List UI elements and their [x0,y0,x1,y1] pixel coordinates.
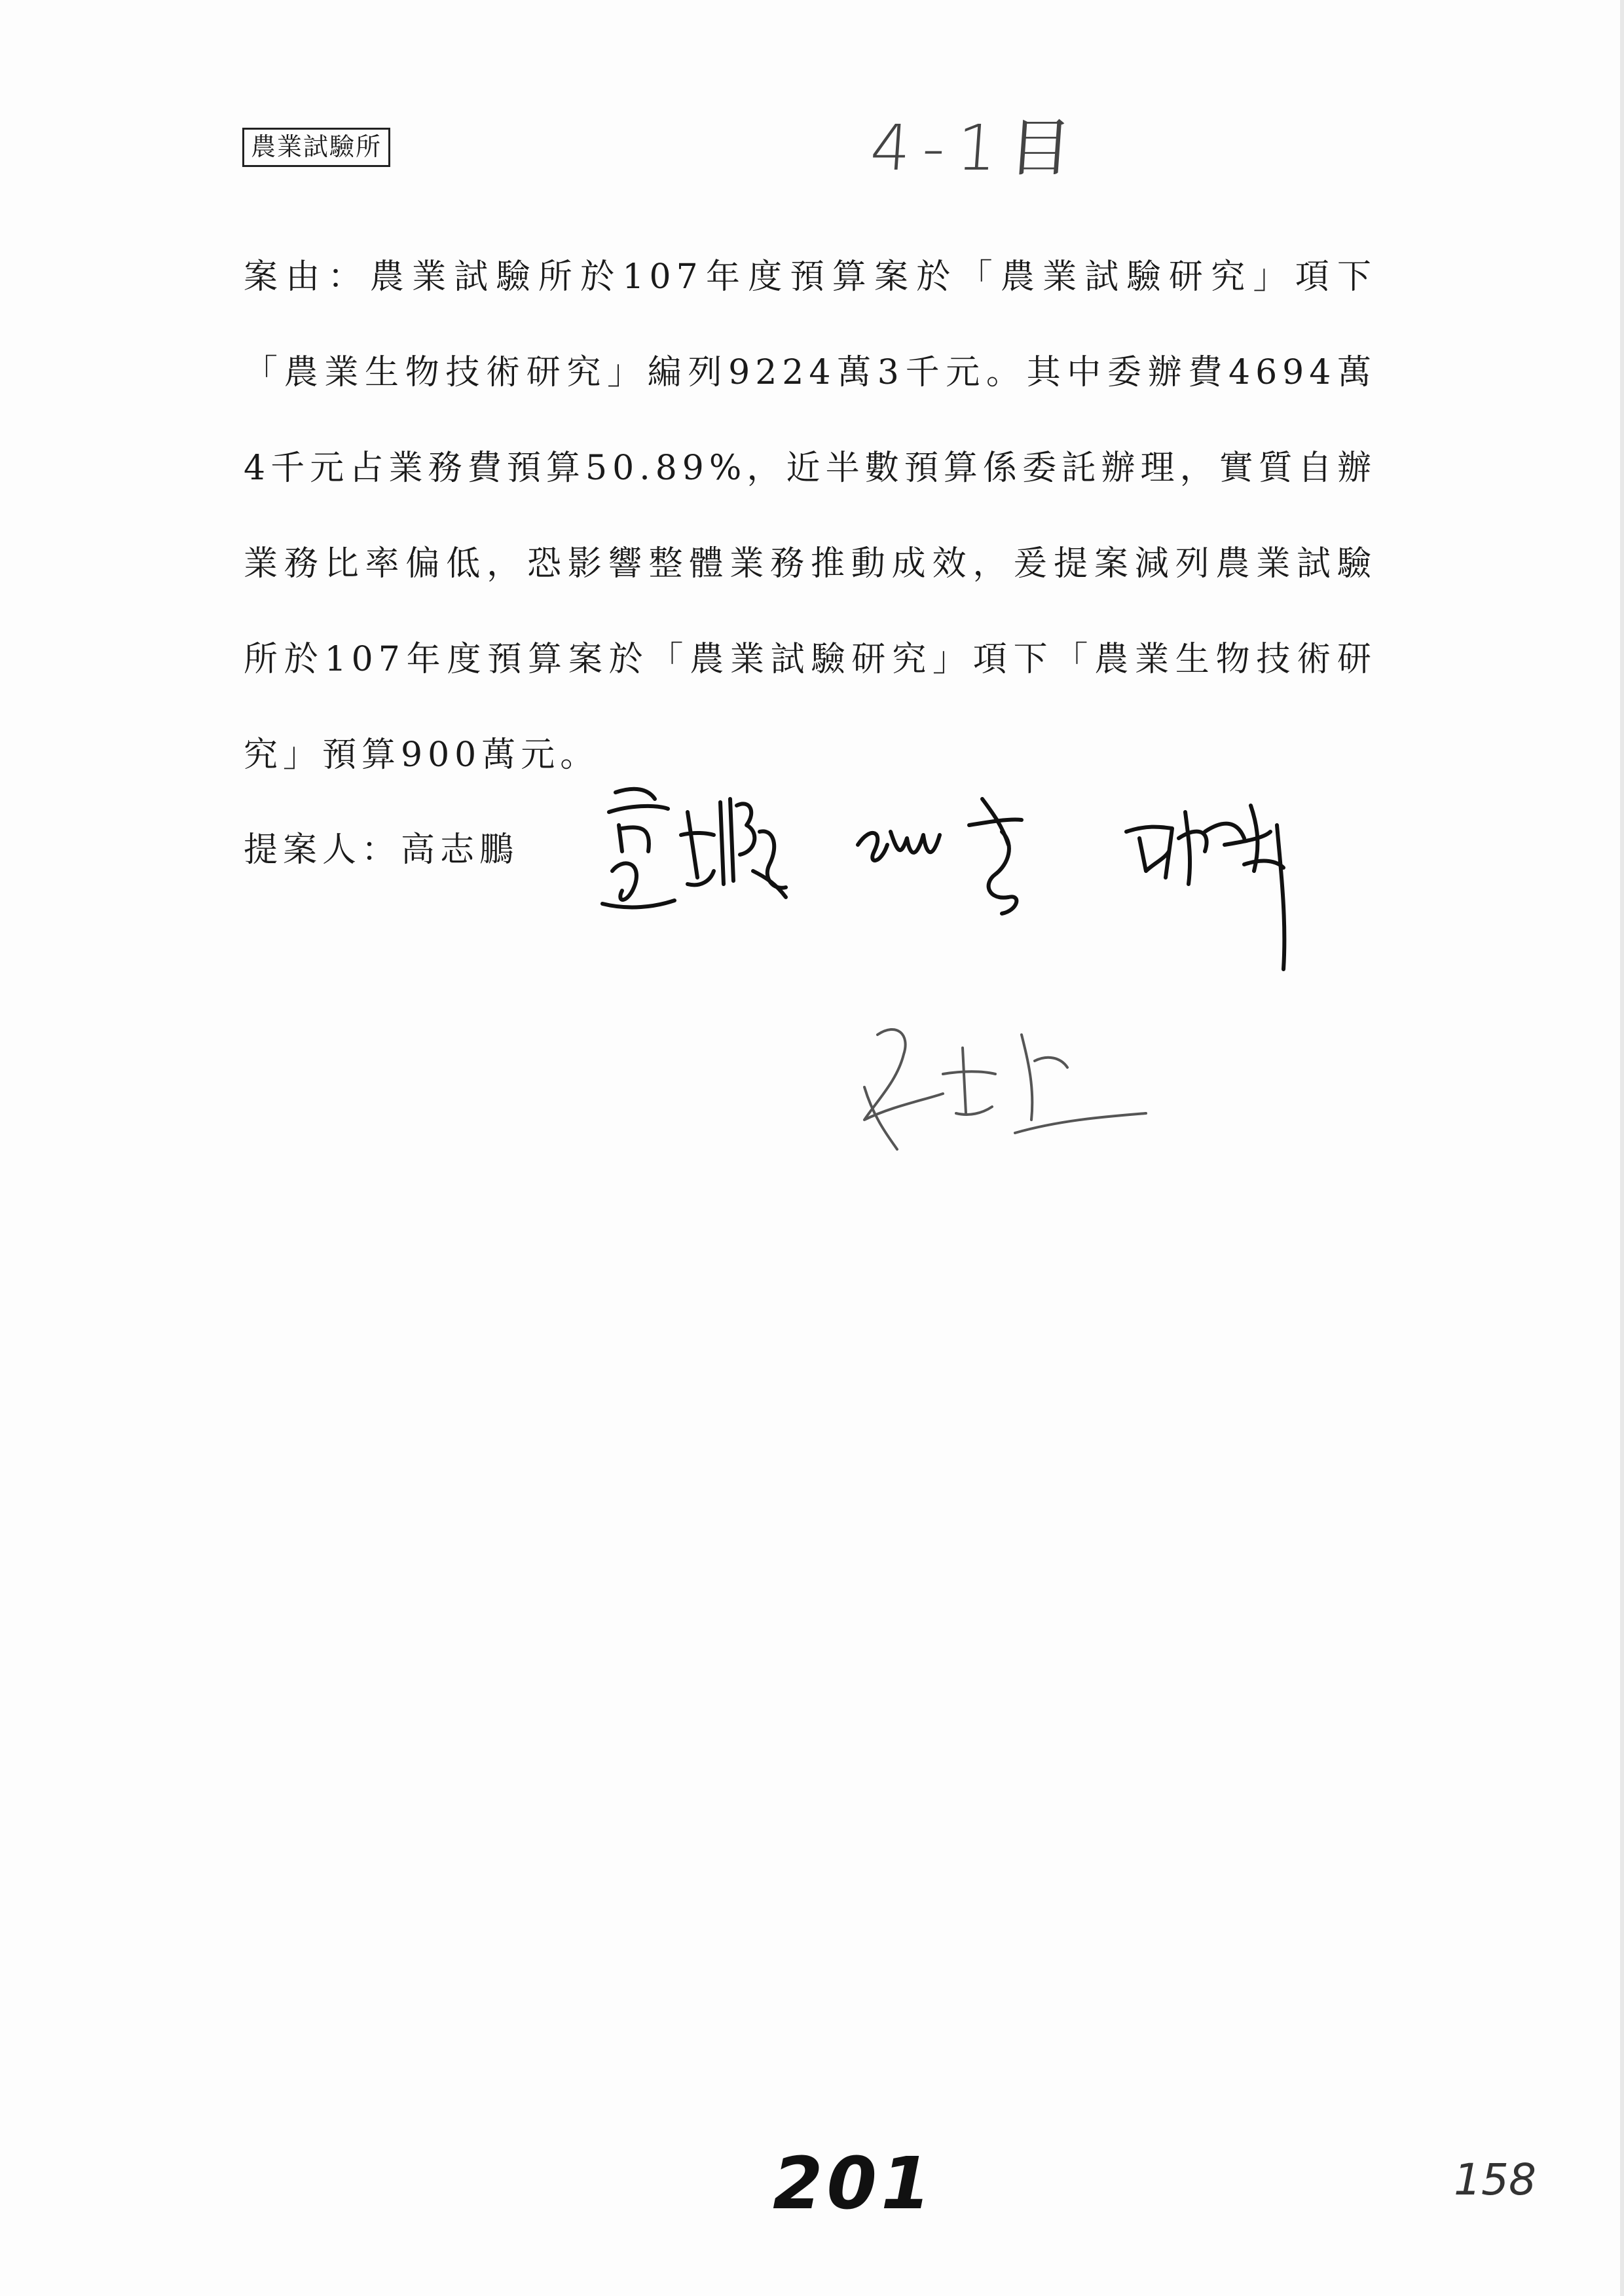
proposer-label: 提案人：高志鵬 [244,830,519,870]
signature-3 [1113,786,1323,982]
page-number-right: 158 [1454,2155,1536,2205]
signature-1 [589,773,799,923]
signature-4 [851,1009,1159,1166]
handwritten-item-number: 4-1目 [868,111,1086,185]
signature-2 [851,786,1080,917]
handwritten-page-number: 201 [773,2141,935,2225]
agency-tag: 農業試驗所 [242,128,390,167]
scan-edge [1620,0,1624,2296]
proposal-text: 案由：農業試驗所於107年度預算案於「農業試驗研究」項下「農業生物技術研究」編列9224萬3千元。其中委辦費4694萬4千元占業務費預算50.89%，近半數預算係委託辦理，實質自辦業務比率偏低，恐影響整體業務推動成效，爰提案減列農業試驗所於107年度預算案於「農業試驗研究」項下「農業生物技術研究」預算900萬元。 [244,257,1376,775]
